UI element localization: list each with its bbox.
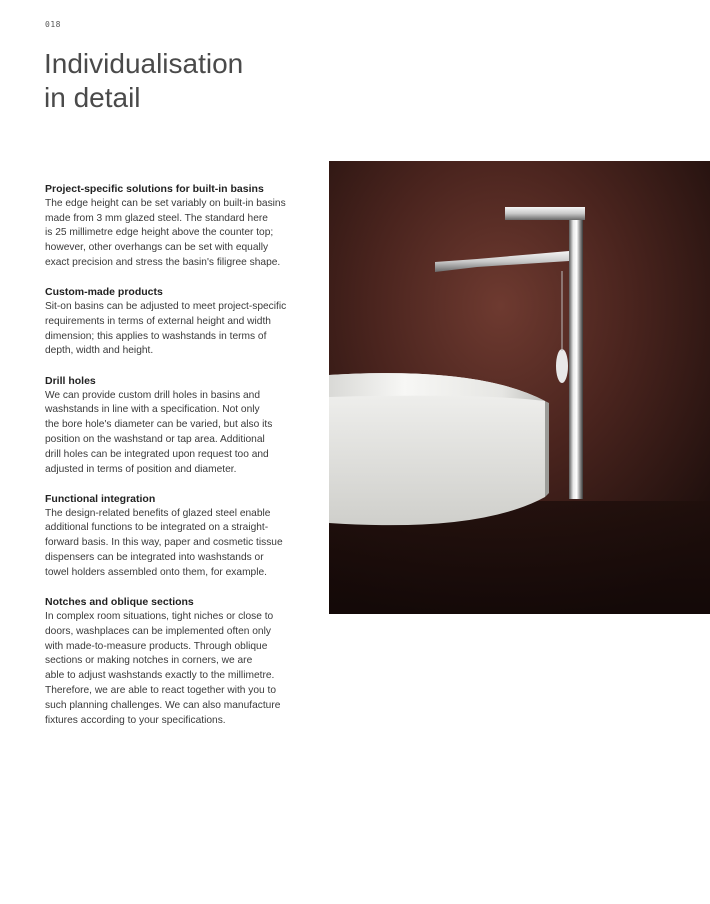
page-title: [44, 47, 344, 115]
paragraph-line: the bore hole's diameter can be varied, but also its: [45, 419, 273, 431]
water-drop: [556, 349, 568, 383]
faucet-lever: [505, 207, 585, 220]
section-heading: Functional integration: [45, 492, 156, 505]
paragraph-line: adjusted in terms of position and diameter.: [45, 463, 237, 475]
paragraph-line: such planning challenges. We can also manufacture: [45, 699, 281, 711]
paragraph-line: dimension; this applies to washstands in terms of: [45, 330, 267, 342]
section-heading: Drill holes: [45, 374, 96, 387]
section-functional-integration: [45, 492, 307, 581]
paragraph-line: fixtures according to your specifications.: [45, 714, 226, 726]
section-heading: Project-specific solutions for built-in basins: [45, 183, 264, 195]
section-custom-made: [45, 285, 307, 359]
page-number: 018: [45, 20, 61, 29]
section-heading: Notches and oblique sections: [45, 596, 194, 609]
paragraph-line: We can provide custom drill holes in basins and: [45, 389, 260, 401]
paragraph-line: made from 3 mm glazed steel. The standard here: [45, 212, 268, 224]
basin-edge: [545, 401, 549, 497]
paragraph-line: position on the washstand or tap area. Additional: [45, 433, 265, 445]
text-column: [45, 182, 307, 743]
faucet-column: [569, 207, 583, 499]
paragraph-line: dispensers can be integrated into washstands or: [45, 552, 264, 564]
paragraph-line: requirements in terms of external height and width: [45, 315, 271, 327]
product-photo: [329, 161, 710, 614]
paragraph-line: Sit-on basins can be adjusted to meet project-specific: [45, 301, 287, 313]
paragraph-line: depth, width and height.: [45, 345, 154, 357]
paragraph-line: drill holes can be integrated upon request too and: [45, 448, 269, 460]
paragraph-line: The edge height can be set variably on built-in basins: [45, 197, 286, 209]
paragraph-line: able to adjust washstands exactly to the millimetre.: [45, 670, 275, 682]
paragraph-line: is 25 millimetre edge height above the counter top;: [45, 227, 274, 239]
paragraph-line: additional functions to be integrated on a straight-: [45, 522, 269, 534]
paragraph-line: In complex room situations, tight niches or close to: [45, 610, 274, 622]
paragraph-line: towel holders assembled onto them, for example.: [45, 566, 267, 578]
paragraph-line: Therefore, we are able to react together with you to: [45, 684, 277, 696]
paragraph-line: The design-related benefits of glazed steel enable: [45, 507, 271, 519]
paragraph-line: forward basis. In this way, paper and cosmetic tissue: [45, 537, 283, 549]
paragraph-line: washstands in line with a specification. Not only: [45, 404, 260, 416]
section-heading: Custom-made products: [45, 286, 163, 299]
paragraph-line: doors, washplaces can be implemented often only: [45, 625, 271, 637]
paragraph-line: sections or making notches in corners, we are: [45, 655, 253, 667]
page-title-line-2: in detail: [44, 82, 141, 113]
paragraph-line: however, other overhangs can be set with equally: [45, 242, 269, 254]
page-title-line-1: Individualisation: [44, 48, 244, 79]
section-built-in-basins: [45, 182, 307, 271]
section-drill-holes: [45, 374, 307, 478]
paragraph-line: exact precision and stress the basin's filigree shape.: [45, 256, 281, 268]
section-notches-oblique: [45, 595, 307, 728]
paragraph-line: with made-to-measure products. Through oblique: [45, 640, 268, 652]
